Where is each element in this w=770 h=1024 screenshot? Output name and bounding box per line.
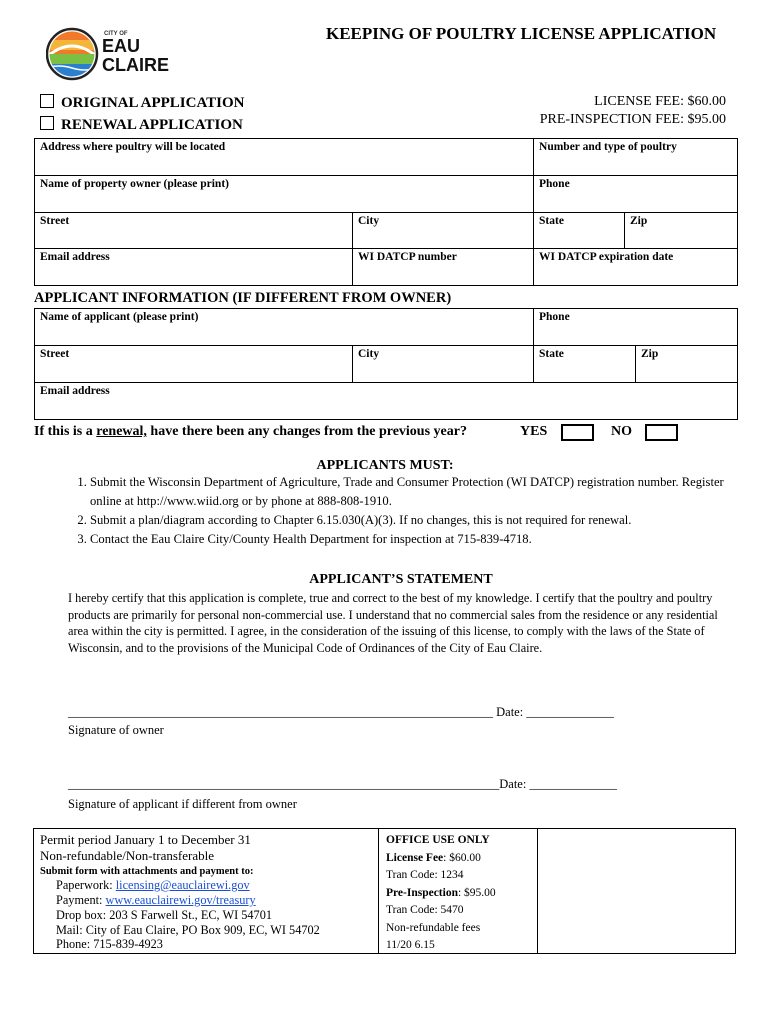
original-application-option[interactable] [40,94,245,112]
payment-line [56,893,256,908]
table-row [35,309,738,346]
applicant-name-field[interactable]: Name of applicant (please print) [35,309,534,346]
mail-address: Mail: City of Eau Claire, PO Box 909, EC, WI 54702 [56,923,320,937]
nonrefundable-note: Non-refundable/Non-transferable [40,848,214,863]
datcp-expiration-field[interactable]: WI DATCP expiration date [534,249,738,286]
applicant-phone-field[interactable]: Phone [534,309,738,346]
statement-header: APPLICANT’S STATEMENT [309,572,493,587]
office-license-fee [386,850,496,868]
office-license-label: License Fee [386,851,444,864]
owner-email-field[interactable]: Email address [35,249,353,286]
applicants-must-header: APPLICANTS MUST: [316,458,454,473]
office-tran-code-1: Tran Code: 1234 [386,869,464,881]
original-checkbox[interactable] [40,94,54,108]
bottom-info-box [33,828,736,954]
payment-label: Payment: [56,893,103,907]
preinspection-fee: PRE-INSPECTION FEE: $95.00 [539,112,726,127]
office-revision: 11/20 6.15 [386,939,435,951]
original-label: ORIGINAL APPLICATION [61,95,245,111]
list-item: 2. Submit a plan/diagram according to Chapter 6.15.030(A)(3). If no changes, this is not required for renewal. [90,511,740,530]
logo-text-eau: EAU [102,36,141,56]
renewal-question-prefix: If this is a [34,424,93,439]
logo-small-text: CITY OF [104,31,128,37]
column-divider [537,829,538,953]
payment-website-link[interactable]: www.eauclairewi.gov/treasury [105,893,256,907]
renewal-application-option[interactable] [40,116,243,134]
address-field[interactable]: Address where poultry will be located [35,139,534,176]
list-item: 1. Submit the Wisconsin Department of Agriculture, Trade and Consumer Protection (WI DATCP) registration number. Register online at http://www.wiid.org or by phone at 888-808-1910. [90,473,740,511]
permit-period: Permit period January 1 to December 31 [40,832,251,847]
applicant-zip-field[interactable]: Zip [636,346,738,383]
applicant-section-header: APPLICANT INFORMATION (IF DIFFERENT FROM OWNER) [34,290,452,306]
applicant-email-field[interactable]: Email address [35,383,738,420]
office-tran-code-2: Tran Code: 5470 [386,904,464,916]
poultry-number-type-field[interactable]: Number and type of poultry [534,139,738,176]
owner-signature-line[interactable]: ____________________________________________________________________ Date: ______________ [68,705,614,719]
column-divider [378,829,379,953]
no-label: NO [611,424,632,439]
owner-name-field[interactable]: Name of property owner (please print) [35,176,534,213]
yes-checkbox[interactable] [561,424,594,441]
applicant-street-field[interactable]: Street [35,346,353,383]
applicant-info-table [34,308,738,420]
applicant-state-field[interactable]: State [534,346,636,383]
renewal-label: RENEWAL APPLICATION [61,117,243,133]
list-item: 3. Contact the Eau Claire City/County Health Department for inspection at 715-839-4718. [90,530,740,549]
dropbox-address: Drop box: 203 S Farwell St., EC, WI 54701 [56,908,272,922]
city-logo [46,26,176,82]
paperwork-email-link[interactable]: licensing@eauclairewi.gov [115,878,250,892]
submit-instructions: Submit form with attachments and payment to: [40,866,254,877]
owner-info-table [34,138,738,286]
owner-state-field[interactable]: State [534,213,625,249]
office-nonrefundable: Non-refundable fees [386,921,481,934]
renewal-question-underlined: renewal, [96,424,147,439]
page-title: KEEPING OF POULTRY LICENSE APPLICATION [326,24,717,43]
license-fee: LICENSE FEE: $60.00 [594,94,726,109]
owner-signature-label: Signature of owner [68,723,164,737]
renewal-question [34,424,467,440]
table-row [35,139,738,176]
paperwork-label: Paperwork: [56,878,113,892]
office-pre-value: : $95.00 [457,886,496,899]
table-row [35,346,738,383]
owner-zip-field[interactable]: Zip [625,213,738,249]
yes-label: YES [520,424,548,439]
owner-city-field[interactable]: City [353,213,534,249]
requirements-list [66,473,740,549]
table-row [35,213,738,249]
office-license-value: : $60.00 [443,851,481,864]
office-pre-label: Pre-Inspection [386,886,458,899]
renewal-checkbox[interactable] [40,116,54,130]
office-use-block [386,832,496,955]
datcp-number-field[interactable]: WI DATCP number [353,249,534,286]
phone-number: Phone: 715-839-4923 [56,937,163,951]
applicant-city-field[interactable]: City [353,346,534,383]
owner-street-field[interactable]: Street [35,213,353,249]
office-preinspection-fee [386,885,496,903]
table-row [35,176,738,213]
no-checkbox[interactable] [645,424,678,441]
table-row [35,383,738,420]
owner-phone-field[interactable]: Phone [534,176,738,213]
logo-text-claire: CLAIRE [102,55,169,75]
paperwork-line [56,878,250,893]
applicant-signature-line[interactable]: _____________________________________________________________________Date: ______________ [68,777,617,791]
renewal-question-suffix: have there been any changes from the previous year? [150,424,467,439]
office-use-header: OFFICE USE ONLY [386,834,490,846]
applicant-signature-label: Signature of applicant if different from owner [68,797,297,811]
table-row [35,249,738,286]
statement-body: I hereby certify that this application is complete, true and correct to the best of my knowledge. I certify that the poultry and poultry products are primarily for personal non-commercial use. I understand that no commercial sales from the residence or any residential area within the city is permitted. I agree, in the consideration of the issuing of this license, to comply with the laws of the State of Wisconsin, and to the provisions of the Municipal Code of Ordinances of the City of Eau Claire. [68,591,718,655]
